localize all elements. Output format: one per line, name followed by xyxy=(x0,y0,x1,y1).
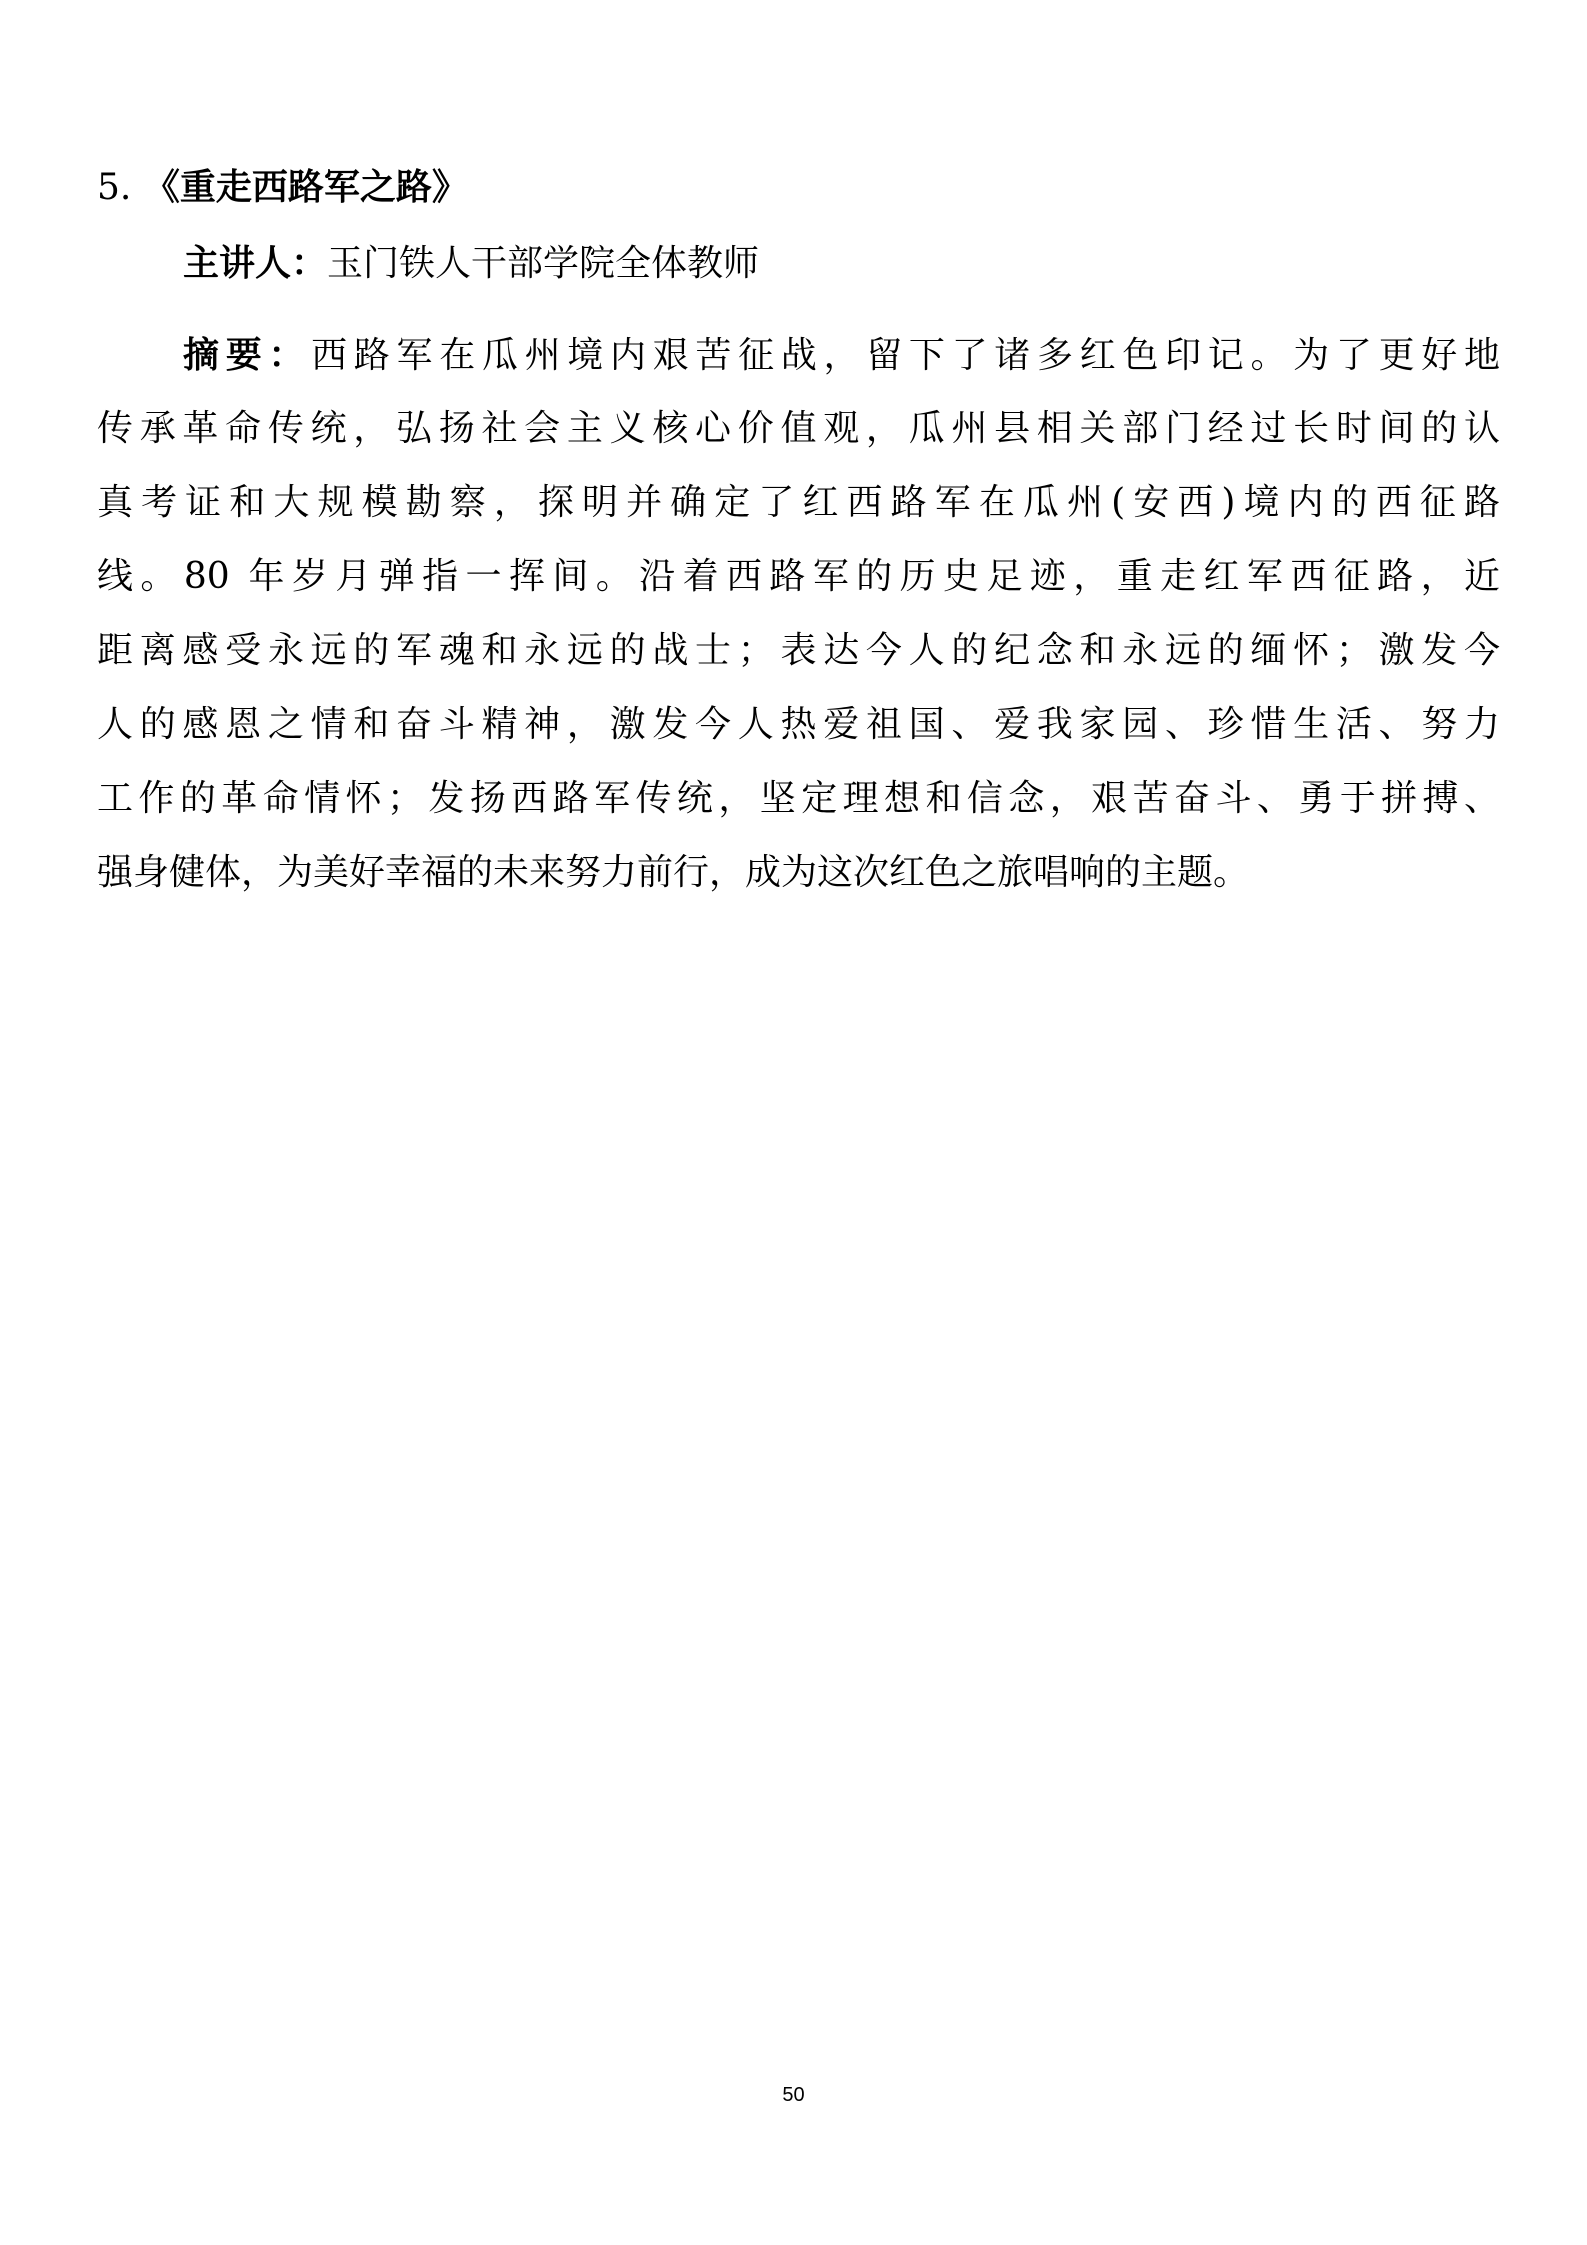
page-number: 50 xyxy=(782,2084,805,2106)
abstract-line: 工作的革命情怀；发扬西路军传统，坚定理想和信念，艰苦奋斗、勇于拼搏、 xyxy=(97,778,1500,819)
abstract-line: 真考证和大规模勘察，探明并确定了红西路军在瓜州(安西)境内的西征路 xyxy=(97,482,1500,523)
abstract-line: 人的感恩之情和奋斗精神，激发今人热爱祖国、爱我家园、珍惜生活、努力 xyxy=(97,704,1500,745)
abstract-label: 摘要： xyxy=(183,334,312,376)
abstract-line: 传承革命传统，弘扬社会主义核心价值观，瓜州县相关部门经过长时间的认 xyxy=(97,408,1500,449)
abstract-line: 线。80 年岁月弹指一挥间。沿着西路军的历史足迹，重走红军西征路，近 xyxy=(97,556,1500,597)
section-heading xyxy=(97,163,468,212)
abstract-line: 距离感受永远的军魂和永远的战士；表达今人的纪念和永远的缅怀；激发今 xyxy=(97,630,1500,671)
speaker-line xyxy=(183,239,759,288)
speaker-label: 主讲人： xyxy=(183,242,328,284)
abstract-line: 强身健体，为美好幸福的未来努力前行，成为这次红色之旅唱响的主题。 xyxy=(97,852,1250,893)
speaker-value: 玉门铁人干部学院全体教师 xyxy=(327,243,760,284)
section-number: 5. xyxy=(97,167,132,208)
abstract-paragraph xyxy=(97,318,1500,910)
section-title: 《重走西路军之路》 xyxy=(143,166,468,208)
abstract-line: 摘要：西路军在瓜州境内艰苦征战，留下了诸多红色印记。为了更好地 xyxy=(183,334,1500,376)
